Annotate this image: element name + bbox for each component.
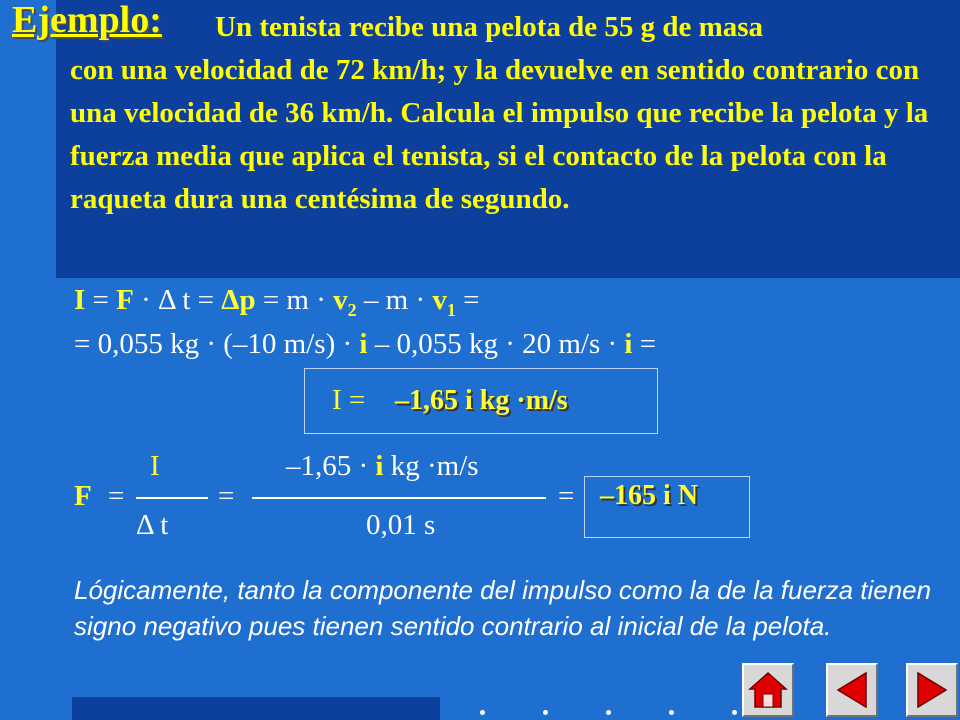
symbol-v1: v <box>432 284 447 316</box>
symbol-F-force: F <box>74 480 92 512</box>
impulse-value: –1,65 i kg ·m/s <box>395 385 568 416</box>
frac2-num-a: –1,65 · <box>286 450 376 482</box>
frac2-bar <box>252 497 546 499</box>
eq1-dot: · <box>133 284 159 316</box>
eq2-middle: – 0,055 kg · 20 m/s · <box>367 328 625 360</box>
bottom-bar <box>72 697 440 720</box>
equation-substitution <box>74 328 656 361</box>
force-eq3: = <box>558 480 575 512</box>
dot <box>543 710 548 715</box>
dot <box>606 710 611 715</box>
problem-statement <box>70 6 950 221</box>
previous-button[interactable] <box>826 663 878 717</box>
result-equals: = <box>341 384 366 416</box>
conclusion-text: Lógicamente, tanto la componente del impulso como la de la fuerza tienen signo negativo pues tienen sentido contrario al inicial de la pelota. <box>74 575 932 641</box>
next-button[interactable] <box>906 663 958 717</box>
symbol-I: I <box>74 284 86 316</box>
equation-impulse <box>74 284 479 321</box>
frac2-num-b: kg ·m/s <box>383 450 479 482</box>
symbol-v2: v <box>333 284 348 316</box>
unit-vector-i: i <box>624 328 633 360</box>
eq1-equals: = <box>85 284 117 316</box>
eq2-end: = <box>632 328 657 360</box>
force-eq1: = <box>108 480 125 512</box>
eq1-minus-m: – m · <box>356 284 433 316</box>
frac2-numerator <box>286 450 479 483</box>
triangle-left-icon <box>828 665 876 715</box>
force-value: –165 i N <box>600 480 698 511</box>
problem-first-line: Un tenista recibe una pelota de 55 g de masa <box>215 11 764 43</box>
home-button[interactable] <box>742 663 794 717</box>
dot <box>669 710 674 715</box>
unit-vector-i: i <box>359 328 368 360</box>
sub-1: 1 <box>446 299 456 320</box>
symbol-dp: Δp <box>221 284 256 316</box>
example-title: Ejemplo: <box>12 0 162 41</box>
impulse-result <box>332 384 365 417</box>
eq1-m: = m · <box>255 284 334 316</box>
frac1-bar <box>136 497 208 499</box>
frac1-numerator: I <box>150 450 160 482</box>
eq1-end: = <box>455 284 480 316</box>
unit-vector-i: i <box>375 450 384 482</box>
problem-rest: con una velocidad de 72 km/h; y la devuelve en sentido contrario con una velocidad de 36 km/h. Calcula el impulso que recibe la pelota y la fuerza media que aplica el tenista, si el contacto de la pelota con la raqueta dura una centésima de segundo. <box>70 54 929 215</box>
dot <box>732 710 737 715</box>
triangle-right-icon <box>908 665 956 715</box>
frac1-denominator: Δ t <box>136 509 169 541</box>
sub-2: 2 <box>347 299 357 320</box>
eq1-delta-t: Δ t = <box>158 284 222 316</box>
force-eq2: = <box>218 480 235 512</box>
symbol-F: F <box>116 284 134 316</box>
eq2-text: = 0,055 kg · (–10 m/s) · <box>74 328 360 360</box>
result-I: I <box>332 384 342 416</box>
dot <box>480 710 485 715</box>
home-icon <box>744 665 792 715</box>
frac2-denominator: 0,01 s <box>366 509 436 541</box>
